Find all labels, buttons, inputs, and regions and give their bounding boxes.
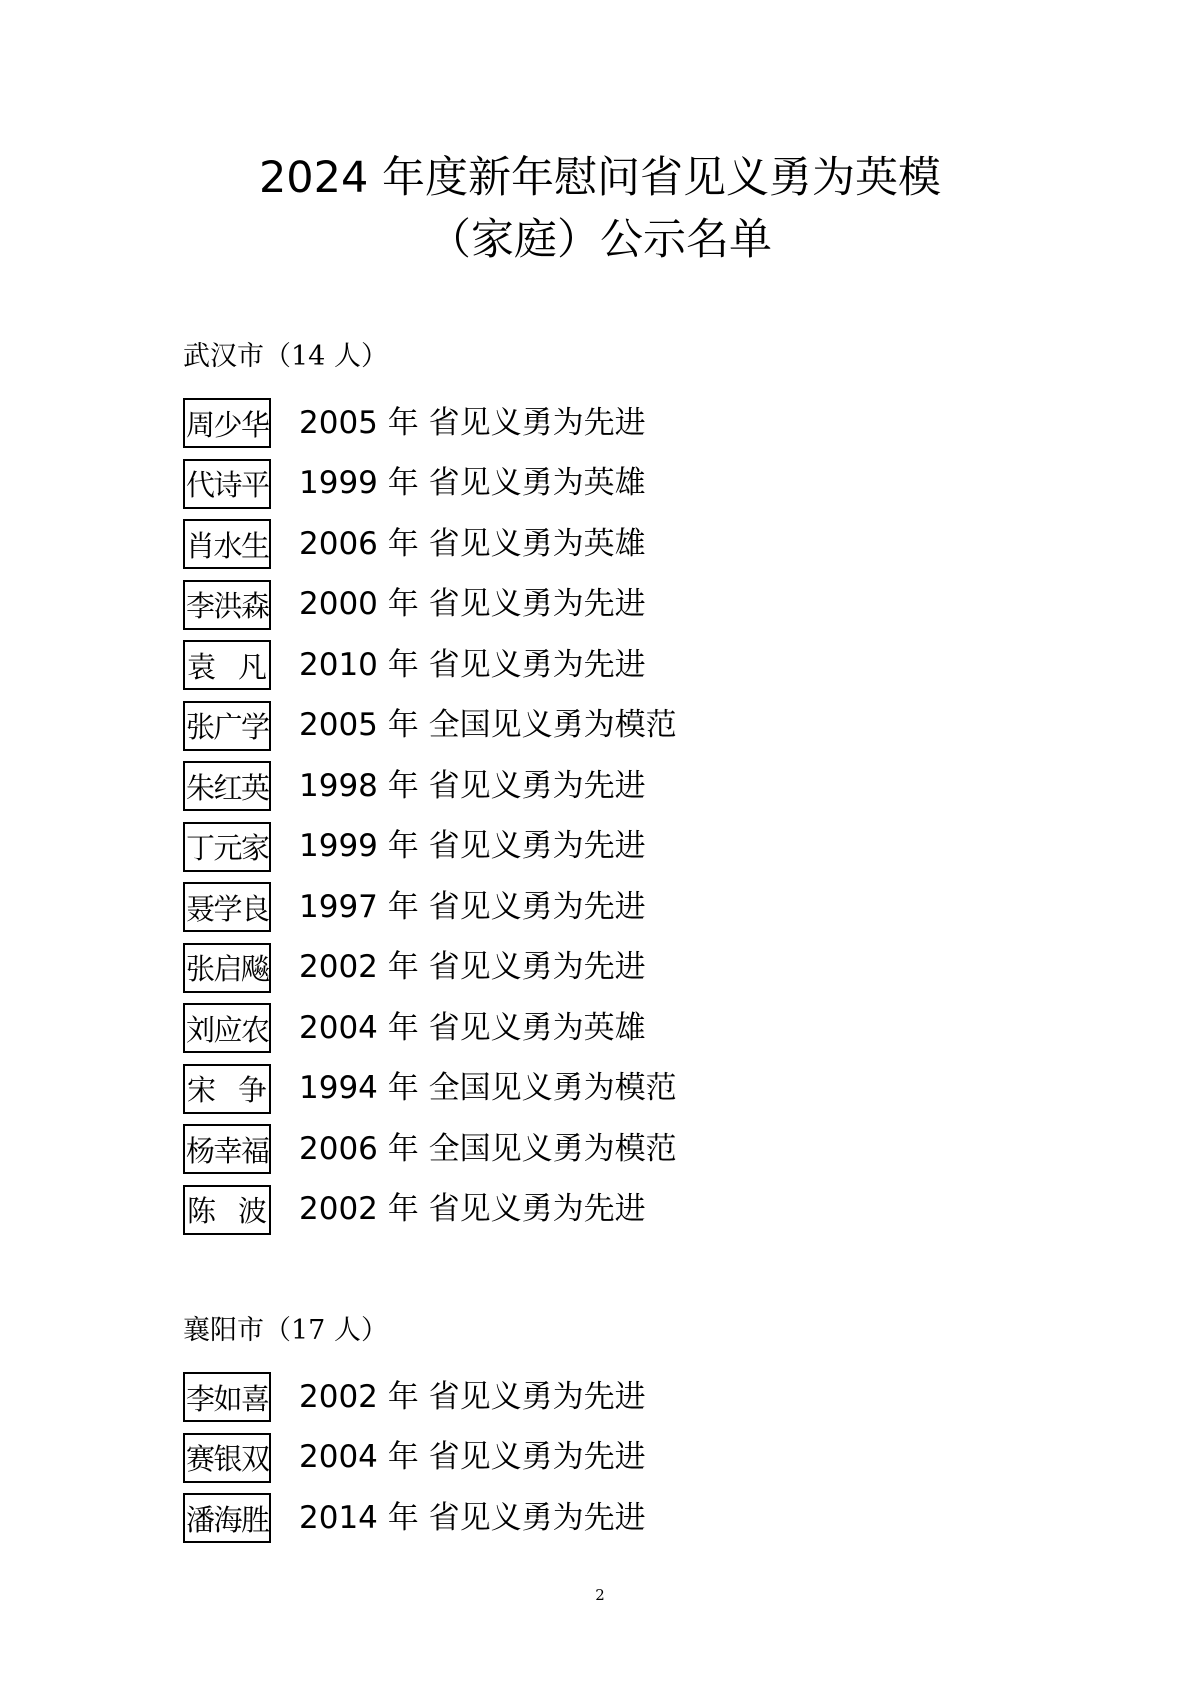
name-char: 刘 <box>186 1012 214 1047</box>
list-item <box>183 1492 646 1544</box>
name-char: 应 <box>213 1012 241 1047</box>
name-char: 双 <box>240 1442 268 1476</box>
section-xiangyang <box>183 1317 646 1553</box>
section-heading: 襄阳市（17 人） <box>183 1315 388 1346</box>
list-item <box>183 821 677 873</box>
name-char: 赛 <box>186 1442 214 1476</box>
name-box <box>183 822 271 872</box>
name-char: 周 <box>186 407 214 442</box>
list-item <box>183 1002 677 1054</box>
name-box <box>183 1433 271 1483</box>
award-text: 1998 年 省见义勇为先进 <box>299 767 646 804</box>
name-box <box>183 1493 271 1543</box>
list-item <box>183 1063 677 1115</box>
name-char: 如 <box>213 1381 241 1416</box>
award-text: 2004 年 省见义勇为英雄 <box>299 1009 646 1046</box>
name-char: 学 <box>213 891 241 926</box>
name-box <box>183 580 271 630</box>
award-text: 2002 年 省见义勇为先进 <box>299 949 646 985</box>
name-char: 潘 <box>186 1502 214 1537</box>
list-item <box>183 760 677 812</box>
list-item <box>183 1123 677 1175</box>
document-title-line-2: （家庭）公示名单 <box>428 215 772 265</box>
name-char: 水 <box>213 528 241 563</box>
award-text: 2006 年 全国见义勇为模范 <box>299 1130 677 1167</box>
award-text: 1994 年 全国见义勇为模范 <box>299 1070 677 1106</box>
award-text: 2006 年 省见义勇为英雄 <box>299 525 646 562</box>
award-text: 1999 年 省见义勇为先进 <box>299 828 646 864</box>
name-box <box>183 882 271 932</box>
name-char: 英 <box>240 770 268 805</box>
list-item <box>183 1432 646 1484</box>
name-char: 争 <box>237 1073 267 1107</box>
document-title-line-1: 2024 年度新年慰问省见义勇为英模 <box>258 153 942 203</box>
name-char: 元 <box>213 831 241 865</box>
name-box <box>183 761 271 811</box>
name-char: 波 <box>237 1194 267 1228</box>
name-char: 森 <box>240 589 268 623</box>
name-char: 陈 <box>187 1194 217 1228</box>
name-box <box>183 398 271 448</box>
name-char: 红 <box>213 770 241 805</box>
name-char: 华 <box>240 407 268 442</box>
list-item <box>183 458 677 510</box>
award-text: 2002 年 省见义勇为先进 <box>299 1378 646 1415</box>
name-char: 代 <box>186 468 214 502</box>
award-text: 2010 年 省见义勇为先进 <box>299 646 646 683</box>
name-char: 少 <box>213 407 241 442</box>
name-char: 杨 <box>186 1133 214 1168</box>
name-box <box>183 1064 271 1114</box>
list-item <box>183 1184 677 1236</box>
name-char: 李 <box>186 589 214 623</box>
name-char: 良 <box>240 891 268 926</box>
list-item <box>183 700 677 752</box>
name-box <box>183 1185 271 1235</box>
name-char: 李 <box>186 1381 214 1416</box>
name-char: 洪 <box>213 589 241 623</box>
list-item <box>183 397 677 449</box>
name-char: 幸 <box>213 1133 241 1168</box>
list-item <box>183 579 677 631</box>
page-number: 2 <box>595 1586 605 1604</box>
name-box <box>183 1372 271 1422</box>
name-char: 袁 <box>187 649 217 684</box>
section-wuhan <box>183 343 677 1244</box>
list-item <box>183 942 677 994</box>
name-box <box>183 701 271 751</box>
name-box <box>183 459 271 509</box>
name-char: 广 <box>213 710 241 744</box>
award-text: 2014 年 省见义勇为先进 <box>299 1499 646 1536</box>
name-char: 家 <box>240 831 268 865</box>
name-char: 聂 <box>186 891 214 926</box>
name-char: 飚 <box>240 952 268 986</box>
name-char: 启 <box>213 952 241 986</box>
list-item <box>183 639 677 691</box>
name-box <box>183 943 271 993</box>
award-text: 2005 年 省见义勇为先进 <box>299 404 646 441</box>
award-text: 2000 年 省见义勇为先进 <box>299 586 646 622</box>
name-char: 肖 <box>186 528 214 563</box>
list-item <box>183 518 677 570</box>
name-char: 宋 <box>187 1073 217 1107</box>
name-char: 丁 <box>186 831 214 865</box>
name-char: 学 <box>240 710 268 744</box>
name-char: 福 <box>240 1133 268 1168</box>
name-char: 凡 <box>237 649 267 684</box>
list-item <box>183 1371 646 1423</box>
award-text: 2002 年 省见义勇为先进 <box>299 1191 646 1227</box>
name-char: 张 <box>186 952 214 986</box>
name-char: 张 <box>186 710 214 744</box>
name-char: 海 <box>213 1502 241 1537</box>
section-heading: 武汉市（14 人） <box>183 341 388 372</box>
list-item <box>183 881 677 933</box>
name-box <box>183 640 271 690</box>
name-char: 胜 <box>240 1502 268 1537</box>
award-text: 2005 年 全国见义勇为模范 <box>299 707 677 743</box>
name-char: 喜 <box>240 1381 268 1416</box>
award-text: 2004 年 省见义勇为先进 <box>299 1439 646 1475</box>
name-char: 朱 <box>186 770 214 805</box>
name-char: 银 <box>213 1442 241 1476</box>
name-box <box>183 1003 271 1053</box>
name-char: 诗 <box>213 468 241 502</box>
name-char: 农 <box>240 1012 268 1047</box>
name-char: 平 <box>240 468 268 502</box>
name-char: 生 <box>240 528 268 563</box>
name-box <box>183 519 271 569</box>
award-text: 1997 年 省见义勇为先进 <box>299 888 646 925</box>
name-box <box>183 1124 271 1174</box>
award-text: 1999 年 省见义勇为英雄 <box>299 465 646 501</box>
